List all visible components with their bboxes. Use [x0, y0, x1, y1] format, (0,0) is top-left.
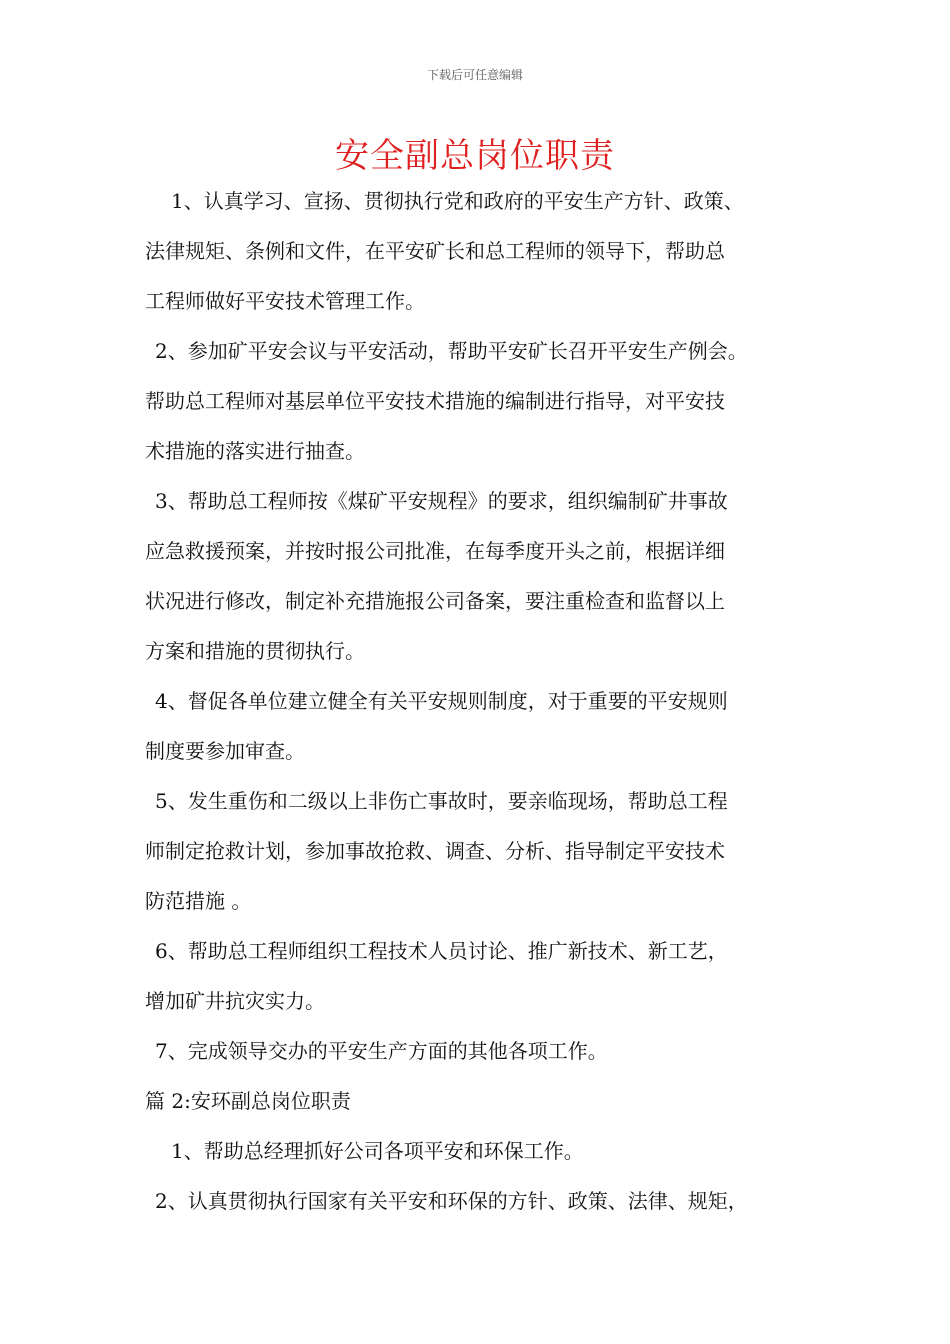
text-line: 2、认真贯彻执行国家有关平安和环保的方针、政策、法律、规矩，: [155, 1189, 748, 1213]
document-title: 安全副总岗位职责: [335, 136, 615, 176]
text-line: 术措施的落实进行抽查。: [145, 439, 365, 463]
text-line: 6、帮助总工程师组织工程技术人员讨论、推广新技术、新工艺，: [155, 939, 728, 963]
text-line: 师制定抢救计划，参加事故抢救、调查、分析、指导制定平安技术: [145, 839, 725, 863]
text-line: 增加矿井抗灾实力。: [145, 989, 325, 1013]
text-line: 4、督促各单位建立健全有关平安规则制度，对于重要的平安规则: [155, 689, 728, 713]
text-line: 状况进行修改，制定补充措施报公司备案，要注重检查和监督以上: [145, 589, 725, 613]
text-line: 工程师做好平安技术管理工作。: [145, 289, 425, 313]
text-line: 防范措施 。: [145, 889, 252, 913]
text-line: 1、帮助总经理抓好公司各项平安和环保工作。: [171, 1139, 584, 1163]
text-line: 2、参加矿平安会议与平安活动，帮助平安矿长召开平安生产例会。: [155, 339, 748, 363]
text-line: 帮助总工程师对基层单位平安技术措施的编制进行指导，对平安技: [145, 389, 725, 413]
text-line: 法律规矩、条例和文件，在平安矿长和总工程师的领导下，帮助总: [145, 239, 725, 263]
text-line: 1、认真学习、宣扬、贯彻执行党和政府的平安生产方针、政策、: [171, 189, 744, 213]
text-line: 应急救援预案，并按时报公司批准，在每季度开头之前，根据详细: [145, 539, 725, 563]
text-line: 7、完成领导交办的平安生产方面的其他各项工作。: [155, 1039, 608, 1063]
text-line: 5、发生重伤和二级以上非伤亡事故时，要亲临现场，帮助总工程: [155, 789, 728, 813]
text-line: 方案和措施的贯彻执行。: [145, 639, 365, 663]
page-header: 下载后可任意编辑: [426, 68, 523, 82]
section-heading: 篇 2:安环副总岗位职责: [145, 1089, 351, 1113]
text-line: 制度要参加审查。: [145, 739, 305, 763]
document-body: [145, 176, 835, 1226]
text-line: 3、帮助总工程师按《煤矿平安规程》的要求，组织编制矿井事故: [155, 489, 728, 513]
